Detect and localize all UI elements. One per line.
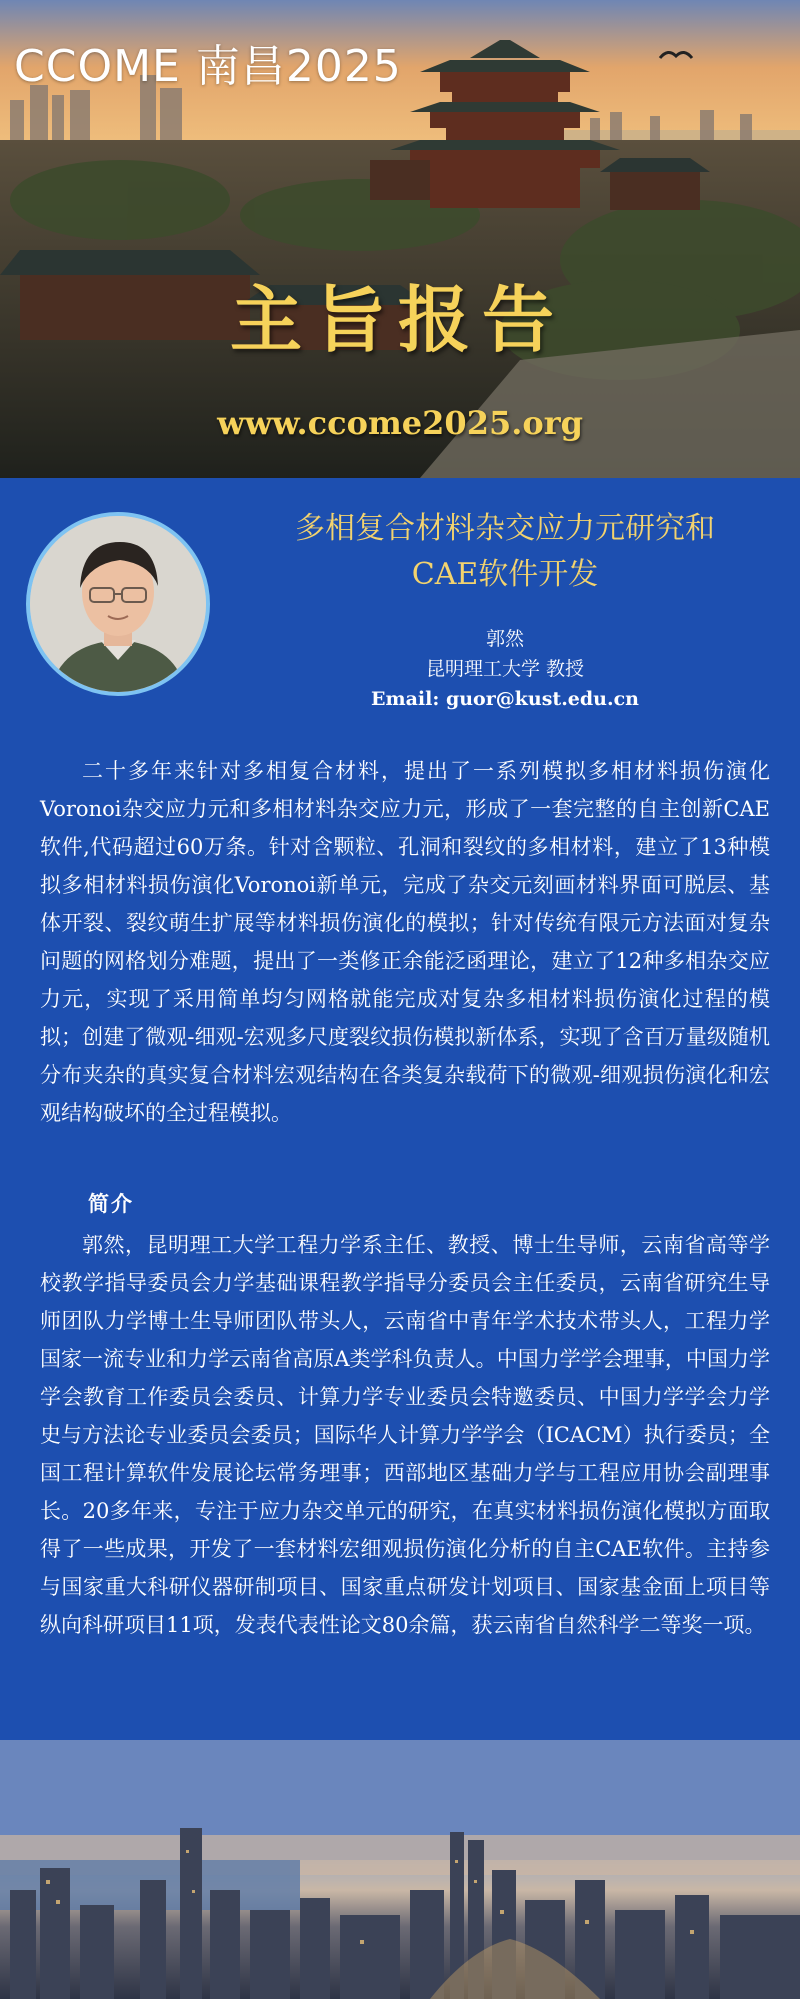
portrait-image bbox=[30, 516, 206, 692]
talk-title-line-2: CAE软件开发 bbox=[411, 557, 599, 592]
hero-banner bbox=[0, 0, 800, 478]
event-brand: CCOME 南昌2025 bbox=[14, 41, 402, 92]
speaker-name: 郭然 bbox=[485, 628, 524, 650]
city-skyline-image bbox=[0, 1740, 800, 1999]
speaker-info bbox=[230, 624, 780, 714]
talk-abstract: 二十多年来针对多相复合材料，提出了一系列模拟多相材料损伤演化Voronoi杂交应力元和多相材料杂交应力元，形成了一套完整的自主创新CAE软件,代码超过60万条。针对含颗粒、孔洞和裂纹的多相材料，建立了13种模拟多相材料损伤演化Voronoi新单元，完成了杂交元刻画材料界面可脱层、基体开裂、裂纹萌生扩展等材料损伤演化的模拟；针对传统有限元方法面对复杂问题的网格划分难题，提出了一类修正余能泛函理论，建立了12种多相杂交应力元，实现了采用简单均匀网格就能完成对复杂多相材料损伤演化过程的模拟；创建了微观-细观-宏观多尺度裂纹损伤模拟新体系，实现了含百万量级随机分布夹杂的真实复合材料宏观结构在各类复杂载荷下的微观-细观损伤演化和宏观结构破坏的全过程模拟。 bbox=[40, 759, 770, 1125]
event-website-link[interactable]: www.ccome2025.org bbox=[217, 404, 583, 442]
bio-heading: 简介 bbox=[88, 1191, 134, 1216]
section-title: 主旨报告 bbox=[230, 278, 567, 362]
talk-title-line-1: 多相复合材料杂交应力元研究和 bbox=[295, 511, 715, 546]
speaker-affiliation: 昆明理工大学 教授 bbox=[425, 658, 585, 680]
speaker-photo bbox=[26, 512, 210, 696]
speaker-bio: 郭然，昆明理工大学工程力学系主任、教授、博士生导师，云南省高等学校教学指导委员会力学基础课程教学指导分委员会主任委员，云南省研究生导师团队力学博士生导师团队带头人，云南省中青年学术技术带头人，工程力学国家一流专业和力学云南省高原A类学科负责人。中国力学学会理事，中国力学学会教育工作委员会委员、计算力学专业委员会特邀委员、中国力学学会力学史与方法论专业委员会委员；国际华人计算力学学会（ICACM）执行委员；全国工程计算软件发展论坛常务理事；西部地区基础力学与工程应用协会副理事长。20多年来，专注于应力杂交单元的研究，在真实材料损伤演化模拟方面取得了一些成果，开发了一套材料宏细观损伤演化分析的自主CAE软件。主持参与国家重大科研仪器研制项目、国家重点研发计划项目、国家基金面上项目等纵向科研项目11项，发表代表性论文80余篇，获云南省自然科学二等奖一项。 bbox=[40, 1233, 770, 1637]
speaker-section bbox=[0, 478, 800, 738]
skyline-illustration bbox=[0, 1740, 800, 1999]
speaker-email-link[interactable]: Email: guor@kust.edu.cn bbox=[371, 688, 639, 710]
talk-title bbox=[230, 506, 780, 598]
